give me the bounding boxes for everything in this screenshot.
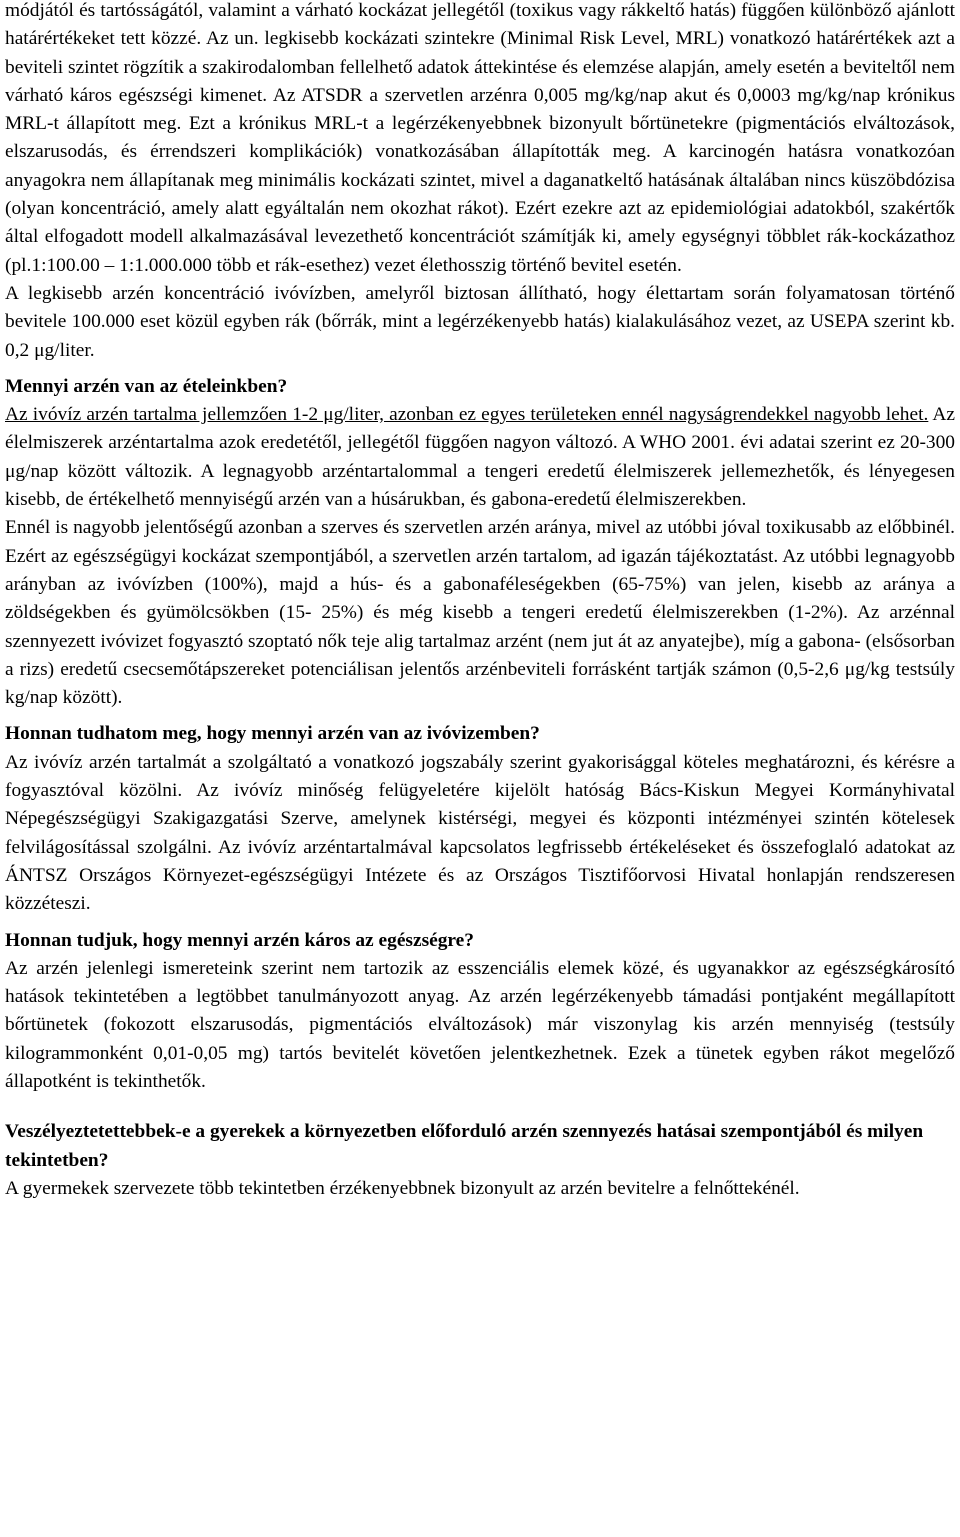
document-page (5, 0, 955, 1203)
underlined-drinking-water-text: Az ivóvíz arzén tartalma jellemzően 1-2 μg/liter, azonban ez egyes területeken ennél nagyságrendekkel nagyobb lehet. (5, 404, 929, 426)
spacer (5, 919, 955, 927)
heading-harmful-amount: Honnan tudjuk, hogy mennyi arzén káros az egészségre? (5, 929, 474, 951)
spacer (5, 712, 955, 720)
heading-arsenic-in-food: Mennyi arzén van az ételeinkben? (5, 375, 288, 397)
spacer (5, 365, 955, 373)
heading-children-risk: Veszélyeztetettebbek-e a gyerekek a környezetben előforduló arzén szennyezés hatásai szempontjából és milyen tekintetben? (5, 1121, 924, 1171)
paragraph-harmful-amount: Az arzén jelenlegi ismereteink szerint nem tartozik az esszenciális elemek közé, és ugyanakkor az egészségkárosító hatások tekintetében a legtöbbet tanulmányozott anyag. Az arzén legérzékenyebb támadási pontjaként megállapított bőrtünetek (fokozott elszarusodás, pigmentációs elváltozások) már viszonylag kis arzén mennyiség (testsúly kilogrammonként 0,01-0,05 mg) tartós bevitelét követően jelentkezhetnek. Ezek a tünetek egyben rákot megelőző állapotként is tekinthetők. (5, 957, 955, 1092)
food-arsenic-text: Az élelmiszerek arzéntartalma azok eredetétől, jellegétől függően nagyon változó. A WHO 2001. évi adatai szerint ez 20-300 μg/nap között változik. A legnagyobb arzéntartalommal a tengeri eredetű élelmiszerek jellemezhetők, és lényegesen kisebb, de értékelhető mennyiségű arzén van a húsárukban, és gabona-eredetű élelmiszerekben. (5, 404, 955, 511)
spacer (5, 1096, 955, 1118)
heading-drinking-water-arsenic: Honnan tudhatom meg, hogy mennyi arzén van az ivóvizemben? (5, 723, 540, 745)
paragraph-lowest-concentration: A legkisebb arzén koncentráció ivóvízben, amelyről biztosan állítható, hogy élettartam során folyamatosan történő bevitele 100.000 eset közül egyben rák (bőrrák, mint a legérzékenyebb hatás) kialakulásához vezet, az USEPA szerint kb. 0,2 μg/liter. (5, 282, 955, 361)
paragraph-children-risk: A gyermekek szervezete több tekintetben érzékenyebbnek bizonyult az arzén bevitelre a felnőttekénél. (5, 1177, 800, 1199)
paragraph-mrl-intro: módjától és tartósságától, valamint a várható kockázat jellegétől (toxikus vagy rákkeltő hatás) függően különböző ajánlott határértékeket tett közzé. Az un. legkisebb kockázati szintekre (Minimal Risk Level, MRL) vonatkozó határértékek azt a beviteli szintet rögzítik a szakirodalomban fellelhető adatok áttekintése és elemzése alapján, amely esetén a beviteltől nem várható káros egészségi kimenet. Az ATSDR a szervetlen arzénra 0,005 mg/kg/nap akut és 0,0003 mg/kg/nap krónikus MRL-t állapított meg. Ezt a krónikus MRL-t a legérzékenyebbnek bizonyult bőrtünetekre (pigmentációs elváltozások, elszarusodás, és érrendszeri komplikációk) vonatkozásában állapították meg. A karcinogén hatásra vonatkozóan anyagokra nem állapítanak meg minimális kockázati szintet, mivel a daganatkeltő hatásának általában nincs küszöbdózisa (olyan koncentráció, amely alatt egyáltalán nem okozhat rákot). Ezért ezekre azt az epidemiológiai adatokból, szakértők által elfogadott modell alkalmazásával levezethető koncentrációt számítják ki, amely egységnyi többlet rák-kockázathoz (pl.1:100.00 – 1:1.000.000 több et rák-esethez) vezet élethosszig történő bevitel esetén. (5, 0, 955, 276)
paragraph-water-authority: Az ivóvíz arzén tartalmát a szolgáltató a vonatkozó jogszabály szerint gyakorisággal köteles meghatározni, és kérésre a fogyasztóval közölni. Az ivóvíz minőség felügyeletére kijelölt hatóság Bács-Kiskun Megyei Kormányhivatal Népegészségügyi Szakigazgatási Szerve, amelynek kistérségi, megyei és központi intézményei szintén kötelesek felvilágosítással szolgálni. Az ivóvíz arzéntartalmával kapcsolatos legfrissebb értékeléseket és összefoglaló adatokat az ÁNTSZ Országos Környezet-egészségügyi Intézete és az Országos Tisztifőorvosi Hivatal honlapján rendszeresen közzéteszi. (5, 751, 955, 915)
paragraph-food-arsenic (5, 401, 955, 514)
paragraph-organic-inorganic: Ennél is nagyobb jelentőségű azonban a szerves és szervetlen arzén aránya, mivel az utóbbi jóval toxikusabb az előbbinél. Ezért az egészségügyi kockázat szempontjából, a szervetlen arzén tartalom, ad igazán tájékoztatást. Az utóbbi legnagyobb arányban az ivóvízben (100%), majd a hús- és a gabonaféleségekben (65-75%) van jelen, kisebb az aránya a zöldségekben és gyümölcsökben (15- 25%) és még kisebb a tengeri eredetű élelmiszerekben (1-2%). Az arzénnal szennyezett ivóvizet fogyasztó szoptató nők teje alig tartalmaz arzént (nem jut át az anyatejbe), míg a gabona- (elsősorban a rizs) eredetű csecsemőtápszereket potenciálisan jelentős arzénbeviteli forrásként tartják számon (0,5-2,6 μg/kg testsúly kg/nap között). (5, 517, 955, 709)
